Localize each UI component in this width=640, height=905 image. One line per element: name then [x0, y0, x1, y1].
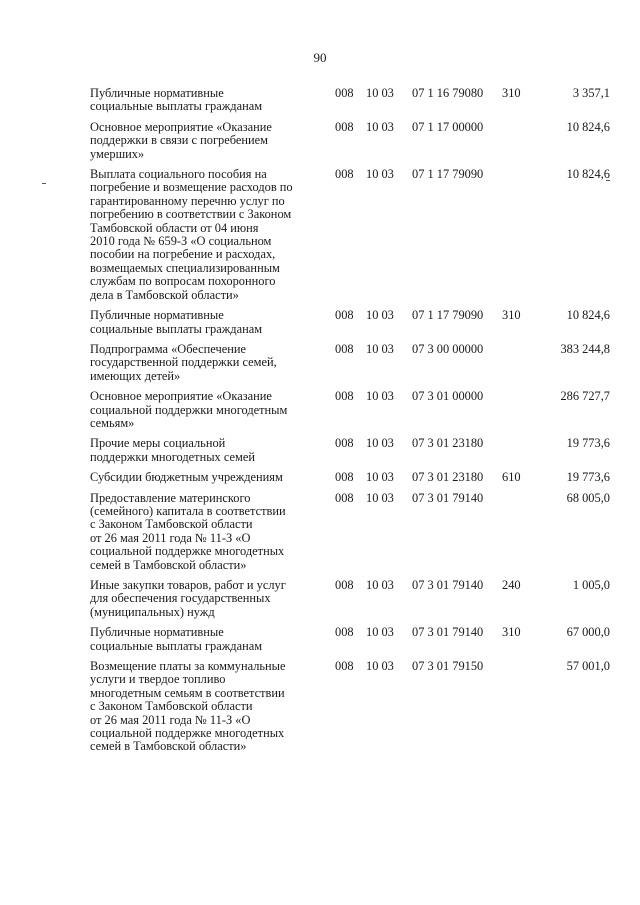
- table-row: [90, 492, 610, 572]
- row-target-code: 07 3 01 00000: [412, 389, 484, 404]
- row-name: Публичные нормативные социальные выплаты гражданам: [90, 625, 263, 653]
- row-target-code: 07 3 01 23180: [412, 470, 484, 485]
- table-row: [90, 471, 610, 484]
- row-name: Подпрограмма «Обеспечение государственной поддержки семей, имеющих детей»: [90, 341, 277, 383]
- row-section-code: 10 03: [366, 167, 394, 182]
- row-sum: 3 357,1: [572, 86, 610, 100]
- row-target-code: 07 1 17 79090: [412, 308, 484, 323]
- row-target-code: 07 3 01 23180: [412, 436, 484, 451]
- row-section-code: 10 03: [366, 625, 394, 640]
- table-row: [90, 626, 610, 653]
- row-name: Возмещение платы за коммунальные услуги и твердое топливо многодетным семьям в соответствии с Законом Тамбовской области от 26 мая 2011 года № 11-З «О социальной поддержке многодетных семей в Тамбовской области»: [90, 659, 286, 754]
- row-name: Субсидии бюджетным учреждениям: [90, 470, 283, 485]
- row-sum: 286 727,7: [560, 389, 610, 404]
- budget-table: [90, 87, 610, 761]
- table-row: [90, 168, 610, 302]
- table-row: [90, 390, 610, 430]
- row-ministry-code: 008: [335, 167, 354, 182]
- row-name: Прочие меры социальной поддержки многодетных семей: [90, 436, 255, 464]
- row-name: Иные закупки товаров, работ и услуг для обеспечения государственных (муниципальных) нужд: [90, 578, 286, 619]
- row-name: Публичные нормативные социальные выплаты гражданам: [90, 86, 263, 114]
- row-expense-type: 310: [502, 86, 521, 100]
- row-name: Основное мероприятие «Оказание поддержки в связи с погребением умерших»: [90, 119, 272, 161]
- row-target-code: 07 3 01 79140: [412, 625, 484, 640]
- row-target-code: 07 1 17 79090: [412, 167, 484, 182]
- row-section-code: 10 03: [366, 119, 394, 134]
- row-target-code: 07 1 16 79080: [412, 86, 484, 100]
- row-name: Предоставление материнского (семейного) капитала в соответствии с Законом Тамбовской области от 26 мая 2011 года № 11-З «О социальной поддержке многодетных семей в Тамбовской области»: [90, 490, 286, 572]
- row-target-code: 07 3 00 00000: [412, 341, 484, 356]
- row-section-code: 10 03: [366, 389, 394, 404]
- table-row: [90, 660, 610, 754]
- row-ministry-code: 008: [335, 490, 354, 505]
- row-sum: 383 244,8: [560, 341, 610, 356]
- row-section-code: 10 03: [366, 308, 394, 323]
- table-row: [90, 437, 610, 464]
- row-expense-type: 310: [502, 308, 521, 323]
- row-ministry-code: 008: [335, 578, 354, 592]
- row-ministry-code: 008: [335, 389, 354, 404]
- row-ministry-code: 008: [335, 341, 354, 356]
- row-section-code: 10 03: [366, 659, 394, 674]
- scan-mark: [42, 183, 46, 184]
- row-section-code: 10 03: [366, 436, 394, 451]
- row-name: Публичные нормативные социальные выплаты гражданам: [90, 308, 263, 336]
- row-sum: 67 000,0: [566, 625, 610, 640]
- table-row: [90, 343, 610, 383]
- row-target-code: 07 3 01 79140: [412, 578, 484, 592]
- row-ministry-code: 008: [335, 119, 354, 134]
- table-row: [90, 309, 610, 336]
- row-section-code: 10 03: [366, 341, 394, 356]
- table-row: [90, 87, 610, 114]
- table-row: [90, 579, 610, 619]
- page-number: 90: [313, 50, 327, 65]
- row-sum: 19 773,6: [566, 436, 610, 451]
- row-ministry-code: 008: [335, 308, 354, 323]
- row-sum: 1 005,0: [572, 578, 610, 592]
- row-sum: 10 824,6: [566, 119, 610, 134]
- row-expense-type: 610: [502, 470, 521, 485]
- row-expense-type: 240: [502, 578, 521, 592]
- row-ministry-code: 008: [335, 436, 354, 451]
- table-row: [90, 121, 610, 161]
- row-target-code: 07 3 01 79150: [412, 659, 484, 674]
- row-name: Основное мероприятие «Оказание социальной поддержки многодетным семьям»: [90, 389, 288, 430]
- row-section-code: 10 03: [366, 86, 394, 100]
- row-section-code: 10 03: [366, 578, 394, 592]
- row-sum: 10 824,6: [566, 167, 610, 182]
- row-sum: 68 005,0: [566, 490, 610, 505]
- row-ministry-code: 008: [335, 470, 354, 485]
- row-target-code: 07 3 01 79140: [412, 490, 484, 505]
- row-sum: 10 824,6: [566, 308, 610, 323]
- row-target-code: 07 1 17 00000: [412, 119, 484, 134]
- row-name: Выплата социального пособия на погребение и возмещение расходов по гарантированному перечню услуг по погребению в соответствии с Законом Тамбовской области от 04 июня 2010 года № 659-З «О социальном пособии на погребение и расходах, возмещаемых специализированным службам по вопросам похоронного дела в Тамбовской области»: [90, 167, 293, 302]
- row-sum: 19 773,6: [566, 470, 610, 485]
- row-section-code: 10 03: [366, 470, 394, 485]
- row-ministry-code: 008: [335, 86, 354, 100]
- row-ministry-code: 008: [335, 625, 354, 640]
- row-ministry-code: 008: [335, 659, 354, 674]
- row-expense-type: 310: [502, 625, 521, 640]
- row-sum: 57 001,0: [566, 659, 610, 674]
- row-section-code: 10 03: [366, 490, 394, 505]
